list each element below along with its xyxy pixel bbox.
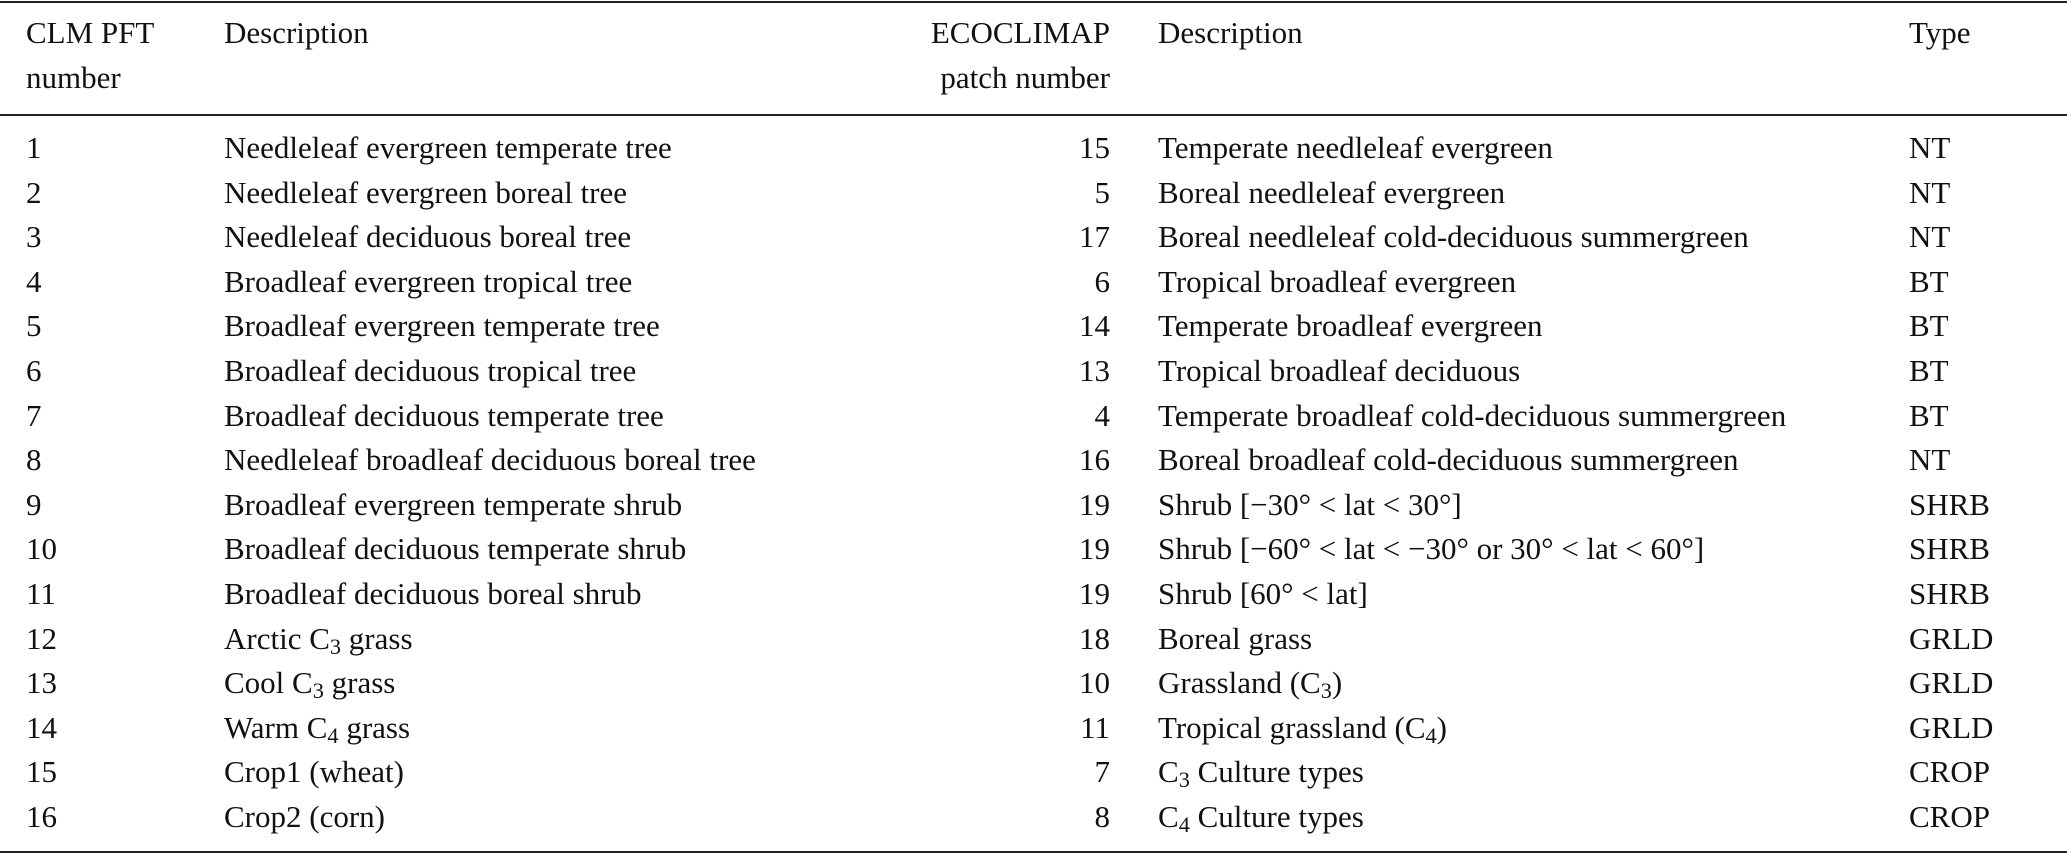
cell-type: NT	[1909, 219, 1951, 255]
cell-clm-description: Broadleaf evergreen temperate shrub	[224, 486, 683, 522]
table-header	[0, 0, 2067, 114]
cell-clm-description	[224, 661, 884, 706]
cell-ecoclimap-patch-number: 15	[1079, 130, 1110, 165]
table-row	[0, 661, 2067, 706]
cell-clm-pft-number: 11	[26, 575, 56, 611]
cell-ecoclimap-description	[1110, 706, 1909, 751]
cell-ecoclimap-patch-number: 8	[1094, 798, 1110, 834]
table-row	[0, 706, 2067, 751]
table-row	[0, 483, 2067, 528]
cell-ecoclimap-description-text: C	[1158, 798, 1179, 834]
cell-ecoclimap-description: Boreal broadleaf cold-deciduous summergreen	[1158, 442, 1739, 478]
header-type: Type	[1909, 15, 1971, 50]
cell-ecoclimap-description: Boreal needleleaf evergreen	[1158, 174, 1506, 210]
cell-ecoclimap-description-subscript: 4	[1178, 811, 1190, 837]
table-row	[0, 795, 2067, 840]
cell-type: NT	[1909, 130, 1951, 165]
cell-ecoclimap-description-text-after: )	[1436, 709, 1447, 745]
table-row	[0, 572, 2067, 617]
table-row	[0, 750, 2067, 795]
cell-ecoclimap-patch-number: 19	[1079, 486, 1110, 522]
cell-clm-pft-number: 14	[26, 709, 57, 745]
cell-clm-pft-number: 15	[26, 754, 57, 790]
cell-ecoclimap-description-text: Grassland (C	[1158, 665, 1321, 701]
cell-ecoclimap-description-text-after: Culture types	[1189, 754, 1364, 790]
cell-type: BT	[1909, 352, 1949, 388]
cell-type: SHRB	[1909, 531, 1990, 567]
cell-clm-pft-number: 2	[26, 174, 42, 210]
table-row	[0, 438, 2067, 483]
cell-clm-pft-number: 7	[26, 397, 42, 433]
cell-clm-description-subscript: 3	[312, 678, 324, 704]
cell-ecoclimap-patch-number: 16	[1079, 442, 1110, 478]
cell-ecoclimap-patch-number: 6	[1094, 263, 1110, 299]
cell-ecoclimap-description-text: Tropical grassland (C	[1158, 709, 1426, 745]
cell-clm-pft-number: 12	[26, 620, 57, 656]
cell-clm-pft-number: 5	[26, 308, 42, 344]
cell-clm-description: Broadleaf deciduous temperate tree	[224, 397, 664, 433]
cell-clm-description	[224, 617, 884, 662]
cell-ecoclimap-description-text-after: Culture types	[1189, 798, 1364, 834]
cell-type: BT	[1909, 308, 1949, 344]
cell-ecoclimap-description: Temperate broadleaf cold-deciduous summergreen	[1158, 397, 1787, 433]
cell-clm-description-text: Warm C	[224, 709, 328, 745]
cell-clm-description	[224, 706, 884, 751]
cell-clm-description: Crop2 (corn)	[224, 798, 385, 834]
cell-ecoclimap-description-text: C	[1158, 754, 1179, 790]
cell-clm-pft-number: 13	[26, 665, 57, 701]
cell-ecoclimap-description-subscript: 3	[1320, 678, 1332, 704]
cell-clm-description: Needleleaf evergreen temperate tree	[224, 130, 672, 165]
cell-clm-pft-number: 1	[26, 130, 42, 165]
cell-clm-description-text-after: grass	[323, 665, 396, 701]
cell-clm-description-text: Cool C	[224, 665, 313, 701]
cell-ecoclimap-description: Shrub [−30° < lat < 30°]	[1158, 486, 1462, 522]
cell-ecoclimap-description: Boreal needleleaf cold-deciduous summergreen	[1158, 219, 1749, 255]
cell-type: GRLD	[1909, 620, 1994, 656]
cell-ecoclimap-description: Tropical broadleaf deciduous	[1158, 352, 1521, 388]
cell-ecoclimap-patch-number: 11	[1080, 709, 1110, 745]
cell-clm-description-subscript: 4	[327, 722, 339, 748]
cell-clm-description: Crop1 (wheat)	[224, 754, 404, 790]
cell-clm-pft-number: 3	[26, 219, 42, 255]
cell-ecoclimap-patch-number: 18	[1079, 620, 1110, 656]
header-ecoclimap-patch-number: ECOCLIMAP patch number	[930, 15, 1110, 95]
cell-ecoclimap-patch-number: 4	[1094, 397, 1110, 433]
cell-clm-description: Broadleaf deciduous boreal shrub	[224, 575, 642, 611]
cell-type: CROP	[1909, 754, 1990, 790]
cell-ecoclimap-patch-number: 7	[1094, 754, 1110, 790]
cell-clm-pft-number: 9	[26, 486, 42, 522]
cell-ecoclimap-patch-number: 17	[1079, 219, 1110, 255]
cell-ecoclimap-patch-number: 14	[1079, 308, 1110, 344]
table-row	[0, 394, 2067, 439]
cell-clm-pft-number: 8	[26, 442, 42, 478]
cell-ecoclimap-description: Boreal grass	[1158, 620, 1313, 656]
cell-clm-description: Broadleaf deciduous tropical tree	[224, 352, 637, 388]
cell-ecoclimap-description: Temperate broadleaf evergreen	[1158, 308, 1543, 344]
cell-clm-pft-number: 4	[26, 263, 42, 299]
cell-clm-description: Needleleaf evergreen boreal tree	[224, 174, 628, 210]
cell-clm-pft-number: 6	[26, 352, 42, 388]
header-clm-pft-number: CLM PFT number	[26, 15, 155, 95]
cell-clm-description: Broadleaf evergreen tropical tree	[224, 263, 633, 299]
table-row	[0, 260, 2067, 305]
cell-clm-description-subscript: 3	[329, 633, 342, 659]
table-row	[0, 215, 2067, 260]
table-row	[0, 617, 2067, 662]
cell-clm-description: Needleleaf deciduous boreal tree	[224, 219, 632, 255]
cell-clm-pft-number: 16	[26, 798, 57, 834]
cell-ecoclimap-description	[1110, 661, 1909, 706]
cell-ecoclimap-description: Shrub [−60° < lat < −30° or 30° < lat < 60°]	[1158, 531, 1705, 567]
cell-ecoclimap-description	[1110, 795, 1909, 840]
cell-clm-pft-number: 10	[26, 531, 57, 567]
cell-ecoclimap-description: Tropical broadleaf evergreen	[1158, 263, 1517, 299]
cell-type: CROP	[1909, 798, 1990, 834]
cell-type: NT	[1909, 442, 1951, 478]
cell-clm-description-text: Arctic C	[224, 620, 330, 656]
cell-ecoclimap-description	[1110, 750, 1909, 795]
cell-clm-description: Broadleaf evergreen temperate tree	[224, 308, 660, 344]
cell-ecoclimap-patch-number: 19	[1079, 575, 1110, 611]
cell-type: NT	[1909, 174, 1951, 210]
cell-clm-description: Needleleaf broadleaf deciduous boreal tree	[224, 442, 756, 478]
cell-ecoclimap-description: Temperate needleleaf evergreen	[1158, 130, 1553, 165]
cell-ecoclimap-patch-number: 19	[1079, 531, 1110, 567]
table-row	[0, 349, 2067, 394]
cell-ecoclimap-patch-number: 10	[1079, 665, 1110, 701]
cell-clm-description-text-after: grass	[341, 620, 413, 656]
cell-ecoclimap-description: Shrub [60° < lat]	[1158, 575, 1368, 611]
header-ecoclimap-description: Description	[1158, 15, 1303, 50]
cell-type: SHRB	[1909, 575, 1990, 611]
table-row	[0, 304, 2067, 349]
header-clm-description: Description	[224, 15, 369, 50]
cell-type: GRLD	[1909, 709, 1994, 745]
cell-ecoclimap-patch-number: 5	[1094, 174, 1110, 210]
cell-ecoclimap-patch-number: 13	[1079, 352, 1110, 388]
table-row	[0, 527, 2067, 572]
cell-ecoclimap-description-subscript: 4	[1425, 722, 1437, 748]
table-body	[0, 114, 2067, 840]
cell-ecoclimap-description-subscript: 3	[1178, 767, 1190, 793]
cell-type: BT	[1909, 263, 1949, 299]
cell-type: GRLD	[1909, 665, 1994, 701]
cell-ecoclimap-description-text-after: )	[1331, 665, 1343, 701]
cell-type: BT	[1909, 397, 1949, 433]
cell-clm-description-text-after: grass	[338, 709, 411, 745]
header-row	[0, 0, 2067, 114]
table-row	[0, 114, 2067, 171]
cell-clm-description: Broadleaf deciduous temperate shrub	[224, 531, 687, 567]
table-row	[0, 171, 2067, 216]
cell-type: SHRB	[1909, 486, 1990, 522]
